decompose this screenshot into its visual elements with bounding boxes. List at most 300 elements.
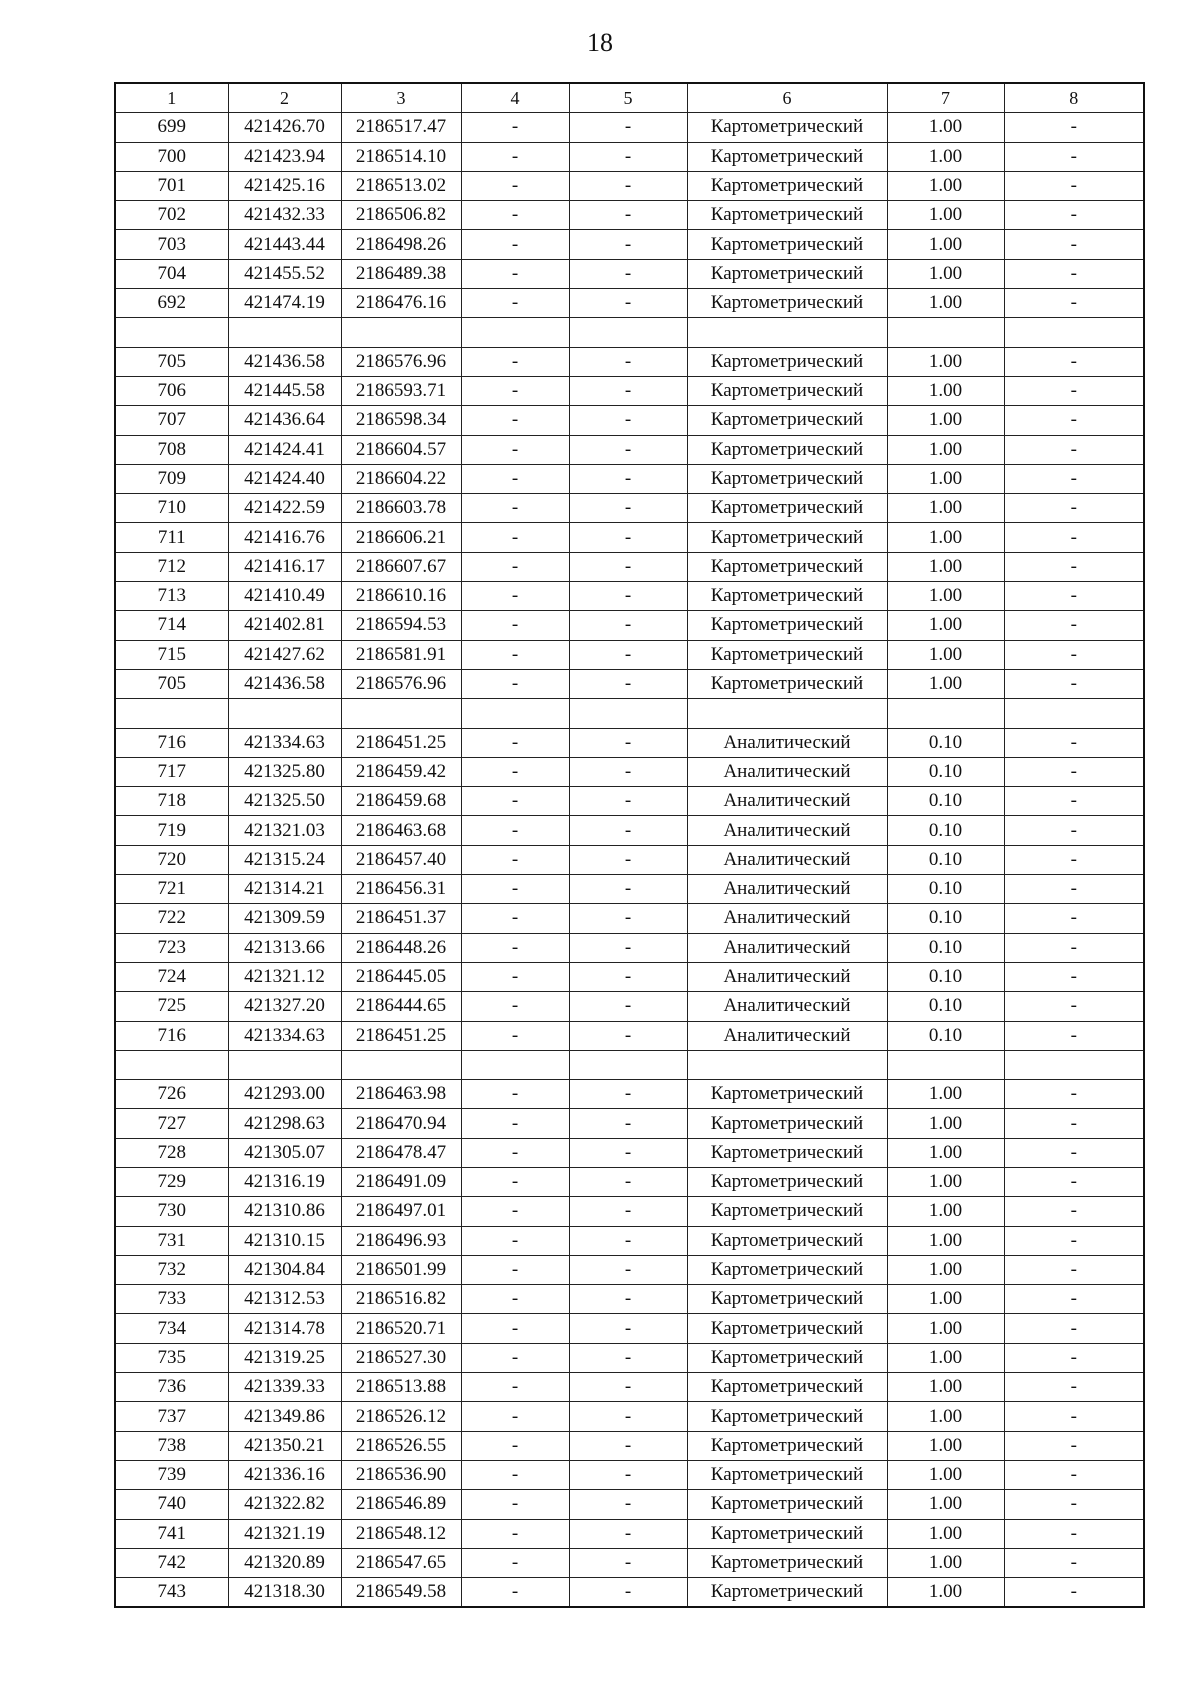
table-cell: - <box>569 1373 687 1402</box>
table-cell: Картометрический <box>687 1138 887 1167</box>
table-cell <box>115 318 228 347</box>
table-cell: 1.00 <box>887 1460 1004 1489</box>
table-cell: - <box>1004 611 1144 640</box>
table-cell: 421318.30 <box>228 1578 341 1608</box>
table-cell <box>687 318 887 347</box>
table-row <box>115 1373 1144 1402</box>
table-cell: - <box>461 1343 569 1372</box>
table-cell: 2186451.25 <box>341 1021 461 1050</box>
table-cell: - <box>1004 933 1144 962</box>
table-cell <box>461 318 569 347</box>
table-cell: 1.00 <box>887 171 1004 200</box>
table-cell: - <box>1004 406 1144 435</box>
table-cell: 722 <box>115 904 228 933</box>
table-cell: - <box>569 376 687 405</box>
table-cell: - <box>1004 582 1144 611</box>
table-cell: - <box>569 582 687 611</box>
header-cell: 7 <box>887 83 1004 113</box>
table-cell: - <box>461 728 569 757</box>
header-cell: 8 <box>1004 83 1144 113</box>
table-row <box>115 1021 1144 1050</box>
table-cell: Картометрический <box>687 1314 887 1343</box>
table-cell: Картометрический <box>687 1431 887 1460</box>
table-cell: - <box>569 259 687 288</box>
table-row <box>115 1226 1144 1255</box>
table-cell: 0.10 <box>887 992 1004 1021</box>
table-cell: - <box>1004 376 1144 405</box>
table-cell: Картометрический <box>687 1255 887 1284</box>
table-cell: 421436.64 <box>228 406 341 435</box>
table-cell: 421436.58 <box>228 347 341 376</box>
table-row <box>115 1343 1144 1372</box>
table-cell: - <box>1004 1285 1144 1314</box>
table-cell: - <box>569 435 687 464</box>
table-cell: 2186536.90 <box>341 1460 461 1489</box>
table-cell: 2186514.10 <box>341 142 461 171</box>
table-cell: 716 <box>115 1021 228 1050</box>
table-cell: 421436.58 <box>228 669 341 698</box>
table-cell: 1.00 <box>887 142 1004 171</box>
table-cell: 421349.86 <box>228 1402 341 1431</box>
table-cell: - <box>461 142 569 171</box>
table-cell: - <box>461 523 569 552</box>
table-cell: 1.00 <box>887 289 1004 318</box>
table-row <box>115 1548 1144 1577</box>
table-cell <box>1004 1050 1144 1079</box>
table-row <box>115 1255 1144 1284</box>
table-row <box>115 669 1144 698</box>
table-cell: 743 <box>115 1578 228 1608</box>
table-row <box>115 435 1144 464</box>
table-cell: - <box>1004 787 1144 816</box>
table-cell: - <box>461 464 569 493</box>
table-cell: 2186491.09 <box>341 1167 461 1196</box>
table-cell: - <box>461 962 569 991</box>
table-row <box>115 201 1144 230</box>
table-cell: - <box>1004 1255 1144 1284</box>
table-row <box>115 728 1144 757</box>
page-number: 18 <box>587 28 613 57</box>
table-cell: - <box>461 1490 569 1519</box>
table-cell: - <box>461 376 569 405</box>
table-cell: 421445.58 <box>228 376 341 405</box>
table-cell: 1.00 <box>887 1519 1004 1548</box>
table-cell: 2186513.88 <box>341 1373 461 1402</box>
table-row <box>115 611 1144 640</box>
table-cell: - <box>1004 494 1144 523</box>
table-cell: 2186517.47 <box>341 113 461 142</box>
table-cell: - <box>1004 1490 1144 1519</box>
table-cell: Аналитический <box>687 992 887 1021</box>
table-cell: - <box>1004 1109 1144 1138</box>
table-cell: Картометрический <box>687 113 887 142</box>
table-row <box>115 787 1144 816</box>
table-cell: 421334.63 <box>228 728 341 757</box>
table-cell: 702 <box>115 201 228 230</box>
table-cell: 738 <box>115 1431 228 1460</box>
table-cell: 2186459.42 <box>341 757 461 786</box>
table-cell: 1.00 <box>887 1285 1004 1314</box>
table-cell: 421474.19 <box>228 289 341 318</box>
table-row <box>115 816 1144 845</box>
table-row <box>115 1138 1144 1167</box>
table-cell: 1.00 <box>887 1109 1004 1138</box>
table-cell: - <box>1004 962 1144 991</box>
table-row <box>115 933 1144 962</box>
table-cell: 2186445.05 <box>341 962 461 991</box>
table-cell: Картометрический <box>687 1548 887 1577</box>
table-cell: 1.00 <box>887 435 1004 464</box>
table-cell: 0.10 <box>887 1021 1004 1050</box>
table-row <box>115 376 1144 405</box>
table-cell: 1.00 <box>887 1402 1004 1431</box>
table-cell: 737 <box>115 1402 228 1431</box>
table-cell: 711 <box>115 523 228 552</box>
table-cell: 1.00 <box>887 552 1004 581</box>
table-row <box>115 464 1144 493</box>
table-cell: - <box>569 1548 687 1577</box>
table-cell: - <box>569 1578 687 1608</box>
table-cell: 2186594.53 <box>341 611 461 640</box>
table-cell: 2186513.02 <box>341 171 461 200</box>
table-cell: 726 <box>115 1080 228 1109</box>
table-cell: Картометрический <box>687 582 887 611</box>
table-cell: - <box>569 1226 687 1255</box>
table-cell: Картометрический <box>687 376 887 405</box>
table-cell: 740 <box>115 1490 228 1519</box>
table-cell: 0.10 <box>887 728 1004 757</box>
table-cell: 421422.59 <box>228 494 341 523</box>
table-cell: - <box>569 1402 687 1431</box>
table-cell: - <box>461 1109 569 1138</box>
table-cell: - <box>461 669 569 698</box>
table-cell: 1.00 <box>887 259 1004 288</box>
table-cell: - <box>569 962 687 991</box>
table-cell: Аналитический <box>687 757 887 786</box>
table-cell: 708 <box>115 435 228 464</box>
table-header-row <box>115 83 1144 113</box>
table-cell: 421443.44 <box>228 230 341 259</box>
table-cell: - <box>1004 113 1144 142</box>
table-cell: Аналитический <box>687 787 887 816</box>
table-row <box>115 1197 1144 1226</box>
table-cell: Картометрический <box>687 347 887 376</box>
table-cell: - <box>461 289 569 318</box>
table-cell: Картометрический <box>687 1402 887 1431</box>
table-row <box>115 113 1144 142</box>
table-cell: Картометрический <box>687 1109 887 1138</box>
table-cell: Картометрический <box>687 1519 887 1548</box>
table-cell: 2186526.55 <box>341 1431 461 1460</box>
table-cell: - <box>1004 1519 1144 1548</box>
table-row <box>115 962 1144 991</box>
table-cell: - <box>569 1080 687 1109</box>
table-cell: 2186581.91 <box>341 640 461 669</box>
table-cell: 1.00 <box>887 1548 1004 1577</box>
table-cell: - <box>1004 904 1144 933</box>
table-cell: Аналитический <box>687 875 887 904</box>
table-cell: Картометрический <box>687 464 887 493</box>
table-cell: 731 <box>115 1226 228 1255</box>
table-cell: 2186520.71 <box>341 1314 461 1343</box>
table-cell: 421322.82 <box>228 1490 341 1519</box>
table-cell: - <box>461 611 569 640</box>
table-cell: 421327.20 <box>228 992 341 1021</box>
table-cell: - <box>1004 875 1144 904</box>
table-cell: 2186463.98 <box>341 1080 461 1109</box>
table-row <box>115 699 1144 728</box>
table-cell: - <box>569 1519 687 1548</box>
table-cell: 705 <box>115 347 228 376</box>
table-cell: 739 <box>115 1460 228 1489</box>
table-cell: Аналитический <box>687 962 887 991</box>
table-cell: - <box>569 201 687 230</box>
table-cell: 2186526.12 <box>341 1402 461 1431</box>
table-cell: Картометрический <box>687 1343 887 1372</box>
table-cell: - <box>1004 1578 1144 1608</box>
table-cell: 723 <box>115 933 228 962</box>
table-cell <box>1004 699 1144 728</box>
table-cell: - <box>1004 1197 1144 1226</box>
table-cell: 727 <box>115 1109 228 1138</box>
table-cell: - <box>569 611 687 640</box>
table-cell: 0.10 <box>887 933 1004 962</box>
table-cell <box>569 1050 687 1079</box>
table-cell: - <box>569 728 687 757</box>
table-cell: 1.00 <box>887 1080 1004 1109</box>
header-cell: 1 <box>115 83 228 113</box>
table-cell: - <box>1004 1167 1144 1196</box>
table-row <box>115 582 1144 611</box>
table-cell: 2186549.58 <box>341 1578 461 1608</box>
table-cell: - <box>461 1080 569 1109</box>
table-cell: - <box>1004 171 1144 200</box>
table-cell: - <box>461 1167 569 1196</box>
table-cell: 0.10 <box>887 816 1004 845</box>
table-cell: - <box>461 1431 569 1460</box>
table-cell: Картометрический <box>687 435 887 464</box>
table-cell: 709 <box>115 464 228 493</box>
table-cell: 1.00 <box>887 376 1004 405</box>
table-row <box>115 1167 1144 1196</box>
table-cell: - <box>569 1431 687 1460</box>
table-cell: 1.00 <box>887 1197 1004 1226</box>
table-cell: - <box>1004 523 1144 552</box>
table-row <box>115 171 1144 200</box>
table-cell: 2186456.31 <box>341 875 461 904</box>
table-cell: - <box>461 933 569 962</box>
table-cell: 712 <box>115 552 228 581</box>
table-row <box>115 757 1144 786</box>
header-cell: 4 <box>461 83 569 113</box>
table-cell: 706 <box>115 376 228 405</box>
table-cell: 421336.16 <box>228 1460 341 1489</box>
table-cell: 421325.50 <box>228 787 341 816</box>
table-cell: - <box>1004 640 1144 669</box>
table-cell: - <box>461 201 569 230</box>
table-cell: - <box>569 904 687 933</box>
table-cell: 1.00 <box>887 582 1004 611</box>
table-cell: 421325.80 <box>228 757 341 786</box>
table-cell: 1.00 <box>887 1255 1004 1284</box>
table-cell: 724 <box>115 962 228 991</box>
table-cell: 1.00 <box>887 1343 1004 1372</box>
table-cell: 1.00 <box>887 347 1004 376</box>
table-cell: 421315.24 <box>228 845 341 874</box>
table-cell: - <box>1004 816 1144 845</box>
table-cell: 421313.66 <box>228 933 341 962</box>
table-cell: 716 <box>115 728 228 757</box>
table-cell: - <box>461 1578 569 1608</box>
table-cell <box>228 699 341 728</box>
table-cell: 1.00 <box>887 464 1004 493</box>
table-cell: Аналитический <box>687 845 887 874</box>
table-cell: Картометрический <box>687 171 887 200</box>
table-cell: - <box>461 904 569 933</box>
table-cell <box>341 1050 461 1079</box>
table-cell: 421424.40 <box>228 464 341 493</box>
table-cell: 421455.52 <box>228 259 341 288</box>
table-row <box>115 230 1144 259</box>
table-cell: Картометрический <box>687 230 887 259</box>
table-cell <box>461 699 569 728</box>
table-cell: 421314.78 <box>228 1314 341 1343</box>
table-cell: 1.00 <box>887 611 1004 640</box>
table-cell: - <box>569 1197 687 1226</box>
table-cell: - <box>1004 1431 1144 1460</box>
table-cell: - <box>461 640 569 669</box>
table-cell: 421309.59 <box>228 904 341 933</box>
table-cell: 2186547.65 <box>341 1548 461 1577</box>
table-cell: - <box>461 992 569 1021</box>
table-cell: - <box>1004 259 1144 288</box>
table-cell: 2186451.25 <box>341 728 461 757</box>
table-cell: Картометрический <box>687 201 887 230</box>
table-cell: 1.00 <box>887 1226 1004 1255</box>
table-cell: - <box>461 1226 569 1255</box>
table-cell <box>461 1050 569 1079</box>
table-cell: 421312.53 <box>228 1285 341 1314</box>
table-row <box>115 523 1144 552</box>
table-cell <box>341 318 461 347</box>
table-cell: Картометрический <box>687 406 887 435</box>
table-cell: - <box>461 1373 569 1402</box>
table-cell: - <box>1004 552 1144 581</box>
table-cell: - <box>569 1490 687 1519</box>
table-cell: - <box>569 1138 687 1167</box>
table-cell: 2186576.96 <box>341 669 461 698</box>
table-cell: 2186593.71 <box>341 376 461 405</box>
table-cell: 2186448.26 <box>341 933 461 962</box>
table-cell: 2186489.38 <box>341 259 461 288</box>
table-cell: 714 <box>115 611 228 640</box>
table-cell: - <box>1004 435 1144 464</box>
table-cell: Картометрический <box>687 1285 887 1314</box>
table-cell <box>115 699 228 728</box>
table-cell: - <box>569 757 687 786</box>
table-cell: 421416.76 <box>228 523 341 552</box>
table-cell: 421314.21 <box>228 875 341 904</box>
table-cell: Картометрический <box>687 1460 887 1489</box>
table-cell: 2186463.68 <box>341 816 461 845</box>
table-row <box>115 1578 1144 1608</box>
table-cell: - <box>461 1314 569 1343</box>
table-cell: 1.00 <box>887 1314 1004 1343</box>
table-cell <box>887 699 1004 728</box>
table-cell: 421321.19 <box>228 1519 341 1548</box>
table-cell: 2186476.16 <box>341 289 461 318</box>
table-cell: 421310.15 <box>228 1226 341 1255</box>
table-row <box>115 1402 1144 1431</box>
table-cell: - <box>461 347 569 376</box>
table-cell: 718 <box>115 787 228 816</box>
table-cell: 742 <box>115 1548 228 1577</box>
table-cell: 1.00 <box>887 113 1004 142</box>
table-cell: 421305.07 <box>228 1138 341 1167</box>
table-cell: 1.00 <box>887 1431 1004 1460</box>
table-cell: 1.00 <box>887 201 1004 230</box>
table-cell: 2186498.26 <box>341 230 461 259</box>
table-cell: 2186444.65 <box>341 992 461 1021</box>
table-cell: 741 <box>115 1519 228 1548</box>
table-row <box>115 494 1144 523</box>
table-cell <box>569 318 687 347</box>
table-cell: 734 <box>115 1314 228 1343</box>
table-cell: 1.00 <box>887 494 1004 523</box>
table-cell: - <box>569 992 687 1021</box>
table-cell: - <box>569 464 687 493</box>
table-cell: 2186506.82 <box>341 201 461 230</box>
table-cell <box>687 1050 887 1079</box>
table-cell: 1.00 <box>887 640 1004 669</box>
table-cell: - <box>569 640 687 669</box>
table-cell: Картометрический <box>687 1167 887 1196</box>
table-cell: 701 <box>115 171 228 200</box>
table-cell: 421425.16 <box>228 171 341 200</box>
table-row <box>115 904 1144 933</box>
table-cell: 2186527.30 <box>341 1343 461 1372</box>
table-cell <box>228 318 341 347</box>
table-cell: 703 <box>115 230 228 259</box>
table-cell: 421334.63 <box>228 1021 341 1050</box>
table-cell: - <box>569 669 687 698</box>
table-cell: 2186604.57 <box>341 435 461 464</box>
table-cell: 2186598.34 <box>341 406 461 435</box>
header-cell: 3 <box>341 83 461 113</box>
table-cell: - <box>569 1255 687 1284</box>
table-cell: Аналитический <box>687 816 887 845</box>
table-row <box>115 875 1144 904</box>
table-cell: 735 <box>115 1343 228 1372</box>
table-cell: - <box>461 1460 569 1489</box>
table-row <box>115 1490 1144 1519</box>
table-cell <box>341 699 461 728</box>
table-cell: 421424.41 <box>228 435 341 464</box>
table-cell: - <box>569 1167 687 1196</box>
table-cell: - <box>569 1285 687 1314</box>
table-cell: - <box>461 1138 569 1167</box>
table-cell: - <box>461 171 569 200</box>
table-row <box>115 1460 1144 1489</box>
table-cell: - <box>1004 347 1144 376</box>
table-cell <box>887 1050 1004 1079</box>
table-cell: 2186603.78 <box>341 494 461 523</box>
table-cell: 0.10 <box>887 904 1004 933</box>
table-cell: Аналитический <box>687 1021 887 1050</box>
header-cell: 5 <box>569 83 687 113</box>
table-cell: - <box>1004 1021 1144 1050</box>
table-row <box>115 406 1144 435</box>
